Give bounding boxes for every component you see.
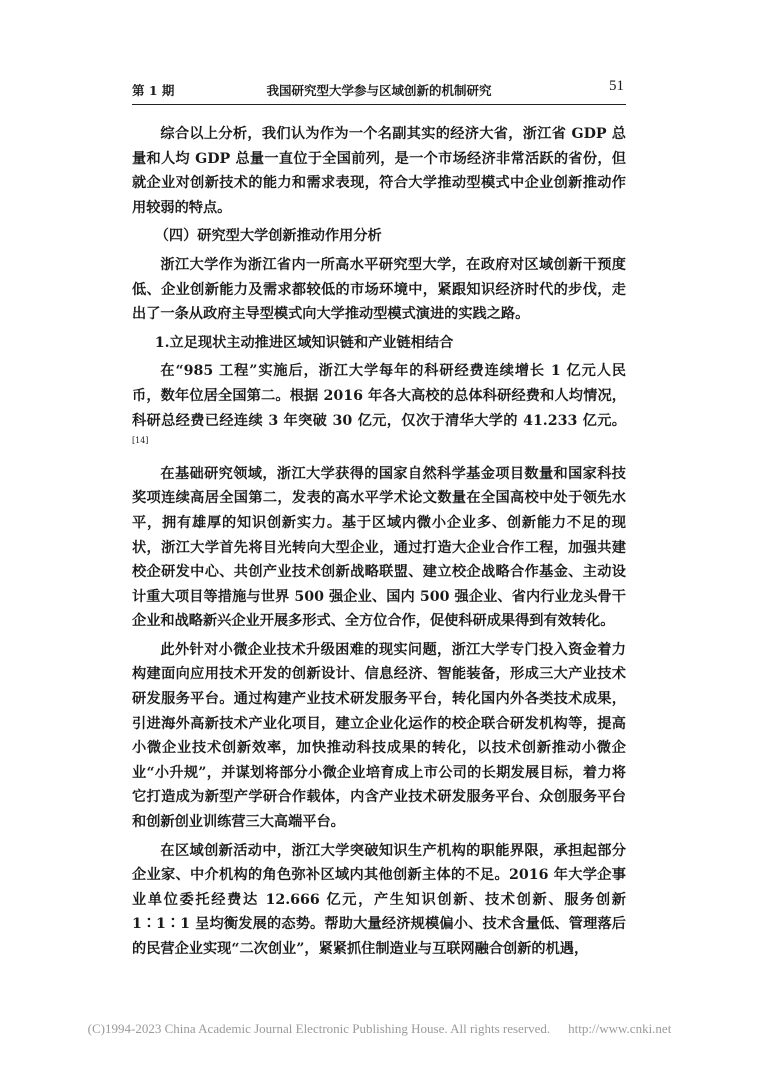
- paragraph-basic-research: 在基础研究领域，浙江大学获得的国家自然科学基金项目数量和国家科技奖项连续高居全国第二，发表的高水平学术论文数量在全国高校中处于领先水平，拥有雄厚的知识创新实力。基于区域内微小企业多、创新能力不足的现状，浙江大学首先将目光转向大型企业，通过打造大企业合作工程，加强共建校企研发中心、共创产业技术创新战略联盟、建立校企战略合作基金、主动设计重大项目等措施与世界 500 强企业、国内 500 强企业、省内行业龙头骨干企业和战略新兴企业开展多形式、全方位合作，促使科研成果得到有效转化。: [132, 465, 626, 630]
- running-title: 我国研究型大学参与区域创新的机制研究: [266, 83, 492, 98]
- header-divider: [132, 104, 626, 105]
- paragraph-small-enterprises: 此外针对小微企业技术升级困难的现实问题，浙江大学专门投入资金着力构建面向应用技术开发的创新设计、信息经济、智能装备，形成三大产业技术研发服务平台。通过构建产业技术研发服务平台，转化国内外各类技术成果，引进海外高新技术产业化项目，建立企业化运作的校企联合研发机构等，提高小微企业技术创新效率，加快推动科技成果的转化，以技术创新推动小微企业“小升规”，并谋划将部分小微企业培育成上市公司的长期发展目标，着力将它打造成为新型产学研合作载体，内含产业技术研发服务平台、众创服务平台和创新创业训练营三大高端平台。: [132, 641, 626, 831]
- paragraph-zju-intro: 浙江大学作为浙江省内一所高水平研究型大学，在政府对区域创新干预度低、企业创新能力及需求都较低的市场环境中，紧跟知识经济时代的步伐，走出了一条从政府主导型模式向大学推动型模式演进的实践之路。: [132, 256, 626, 323]
- running-header: [132, 78, 626, 102]
- cnki-link[interactable]: http://www.cnki.net: [568, 1021, 672, 1036]
- page-number: 51: [609, 78, 624, 94]
- paragraph-funding: [132, 359, 626, 457]
- subsection-heading: 1.立足现状主动推进区域知识链和产业链相结合: [154, 334, 454, 351]
- article-body: [132, 122, 626, 962]
- copyright-footer: [0, 1021, 759, 1037]
- paragraph-summary: 综合以上分析，我们认为作为一个名副其实的经济大省，浙江省 GDP 总量和人均 GDP 总量一直位于全国前列，是一个市场经济非常活跃的省份，但就企业对创新技术的能力和需求表现，符合大学推动型模式中企业创新推动作用较弱的特点。: [132, 126, 626, 216]
- copyright-text: (C)1994-2023 China Academic Journal Electronic Publishing House. All rights reserved.: [87, 1021, 551, 1036]
- issue-number: 第 1 期: [132, 83, 175, 98]
- citation-ref: [14]: [132, 436, 149, 446]
- paragraph-funding-text: 在“985 工程”实施后，浙江大学每年的科研经费连续增长 1 亿元人民币，数年位居全国第二。根据 2016 年各大高校的总体科研经费和人均情况，科研总经费已经连续 3 年突破 30 亿元，仅次于清华大学的 41.233 亿元。: [132, 363, 626, 429]
- section-heading: （四）研究型大学创新推动作用分析: [154, 228, 382, 245]
- paragraph-regional-innovation: 在区域创新活动中，浙江大学突破知识生产机构的职能界限，承担起部分企业家、中介机构的角色弥补区域内其他创新主体的不足。2016 年大学企事业单位委托经费达 12.666 亿元，产生知识创新、技术创新、服务创新 1∶1∶1 呈均衡发展的态势。帮助大量经济规模偏小、技术含量低、管理落后的民营企业实现“二次创业”，紧紧抓住制造业与互联网融合创新的机遇，: [132, 842, 626, 957]
